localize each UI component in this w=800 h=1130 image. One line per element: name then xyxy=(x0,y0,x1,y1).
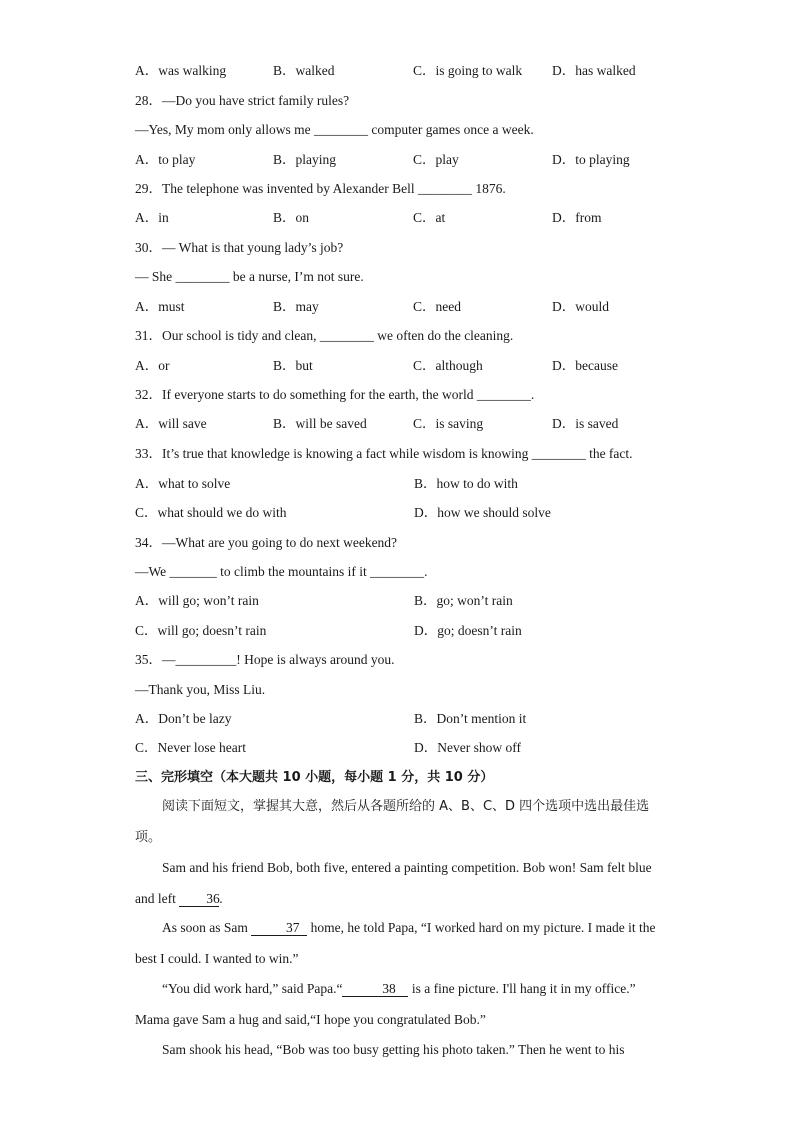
q28-option-a[interactable]: A．to play xyxy=(135,152,196,167)
q27-option-c[interactable]: C．is going to walk xyxy=(413,63,523,78)
blank-38[interactable]: 38 xyxy=(342,982,408,997)
q35-option-c[interactable]: C．Never lose heart xyxy=(135,740,246,755)
paragraph-2-text: As soon as Sam xyxy=(162,920,252,935)
q28-line2: —Yes, My mom only allows me ________ computer games once a week. xyxy=(135,122,534,137)
paragraph-3-end: is a fine picture. I'll hang it in my office.” Mama gave Sam a hug and said,“I hope you congratulated Bob.” xyxy=(135,981,636,1027)
q33-option-a[interactable]: A．what to solve xyxy=(135,476,231,491)
q30-option-c[interactable]: C．need xyxy=(413,299,461,314)
q31-option-b[interactable]: B．but xyxy=(273,358,313,373)
q34-option-a[interactable]: A．will go; won’t rain xyxy=(135,593,259,608)
section-heading: 三、完形填空（本大题共 10 小题，每小题 1 分，共 10 分） xyxy=(135,770,494,785)
q33-option-d[interactable]: D．how we should solve xyxy=(414,505,551,520)
q28-stem: 28．—Do you have strict family rules? xyxy=(135,93,350,108)
q30-option-a[interactable]: A．must xyxy=(135,299,185,314)
q35-option-b[interactable]: B．Don’t mention it xyxy=(414,711,527,726)
q28-option-b[interactable]: B．playing xyxy=(273,152,336,167)
q35-stem: 35．—_________! Hope is always around you. xyxy=(135,652,395,667)
q33-option-b[interactable]: B．how to do with xyxy=(414,476,518,491)
q29-option-c[interactable]: C．at xyxy=(413,210,446,225)
q31-option-c[interactable]: C．although xyxy=(413,358,483,373)
blank-37[interactable]: 37 xyxy=(251,921,307,936)
q34-option-d[interactable]: D．go; doesn’t rain xyxy=(414,623,522,638)
q27-option-b[interactable]: B．walked xyxy=(273,63,335,78)
cloze-paragraph-3 xyxy=(135,974,665,1035)
q32-option-c[interactable]: C．is saving xyxy=(413,416,484,431)
q33-stem: 33．It’s true that knowledge is knowing a fact while wisdom is knowing ________ the fact. xyxy=(135,446,633,461)
q29-option-d[interactable]: D．from xyxy=(552,210,602,225)
blank-36[interactable]: 36 xyxy=(179,892,219,907)
q34-line2: —We _______ to climb the mountains if it ________. xyxy=(135,564,428,579)
q29-option-a[interactable]: A．in xyxy=(135,210,169,225)
q30-stem: 30．— What is that young lady’s job? xyxy=(135,240,344,255)
q33-option-c[interactable]: C．what should we do with xyxy=(135,505,287,520)
q28-option-d[interactable]: D．to playing xyxy=(552,152,630,167)
q31-stem: 31．Our school is tidy and clean, ________ we often do the cleaning. xyxy=(135,328,514,343)
q27-option-a[interactable]: A．was walking xyxy=(135,63,227,78)
paragraph-1-text: Sam and his friend Bob, both five, entered a painting competition. Bob won! Sam felt blue and left xyxy=(135,860,652,906)
q35-line2: —Thank you, Miss Liu. xyxy=(135,682,266,697)
q29-option-b[interactable]: B．on xyxy=(273,210,310,225)
cloze-paragraph-1 xyxy=(135,853,665,914)
q29-stem: 29．The telephone was invented by Alexander Bell ________ 1876. xyxy=(135,181,506,196)
section-instruction: 阅读下面短文，掌握其大意，然后从各题所给的 A、B、C、D 四个选项中选出最佳选项。 xyxy=(135,799,650,845)
q32-option-d[interactable]: D．is saved xyxy=(552,416,619,431)
paragraph-2-end: home, he told Papa, “I worked hard on my picture. I made it the best I could. I wanted to win.” xyxy=(135,920,656,966)
q32-option-b[interactable]: B．will be saved xyxy=(273,416,367,431)
q31-option-d[interactable]: D．because xyxy=(552,358,618,373)
paragraph-3-text: “You did work hard,” said Papa.“ xyxy=(162,981,343,996)
q34-option-c[interactable]: C．will go; doesn’t rain xyxy=(135,623,267,638)
q31-option-a[interactable]: A．or xyxy=(135,358,170,373)
cloze-paragraph-2 xyxy=(135,913,665,974)
q35-option-d[interactable]: D．Never show off xyxy=(414,740,521,755)
q28-option-c[interactable]: C．play xyxy=(413,152,459,167)
q30-option-b[interactable]: B．may xyxy=(273,299,319,314)
cloze-paragraph-4: Sam shook his head, “Bob was too busy getting his photo taken.” Then he went to his xyxy=(162,1042,625,1057)
q30-option-d[interactable]: D．would xyxy=(552,299,609,314)
q32-stem: 32．If everyone starts to do something for the earth, the world ________. xyxy=(135,387,535,402)
q35-option-a[interactable]: A．Don’t be lazy xyxy=(135,711,232,726)
q32-option-a[interactable]: A．will save xyxy=(135,416,207,431)
paragraph-1-end: . xyxy=(219,890,223,906)
q34-option-b[interactable]: B．go; won’t rain xyxy=(414,593,513,608)
q34-stem: 34．—What are you going to do next weekend? xyxy=(135,535,398,550)
q30-line2: — She ________ be a nurse, I’m not sure. xyxy=(135,269,364,284)
q27-option-d[interactable]: D．has walked xyxy=(552,63,636,78)
